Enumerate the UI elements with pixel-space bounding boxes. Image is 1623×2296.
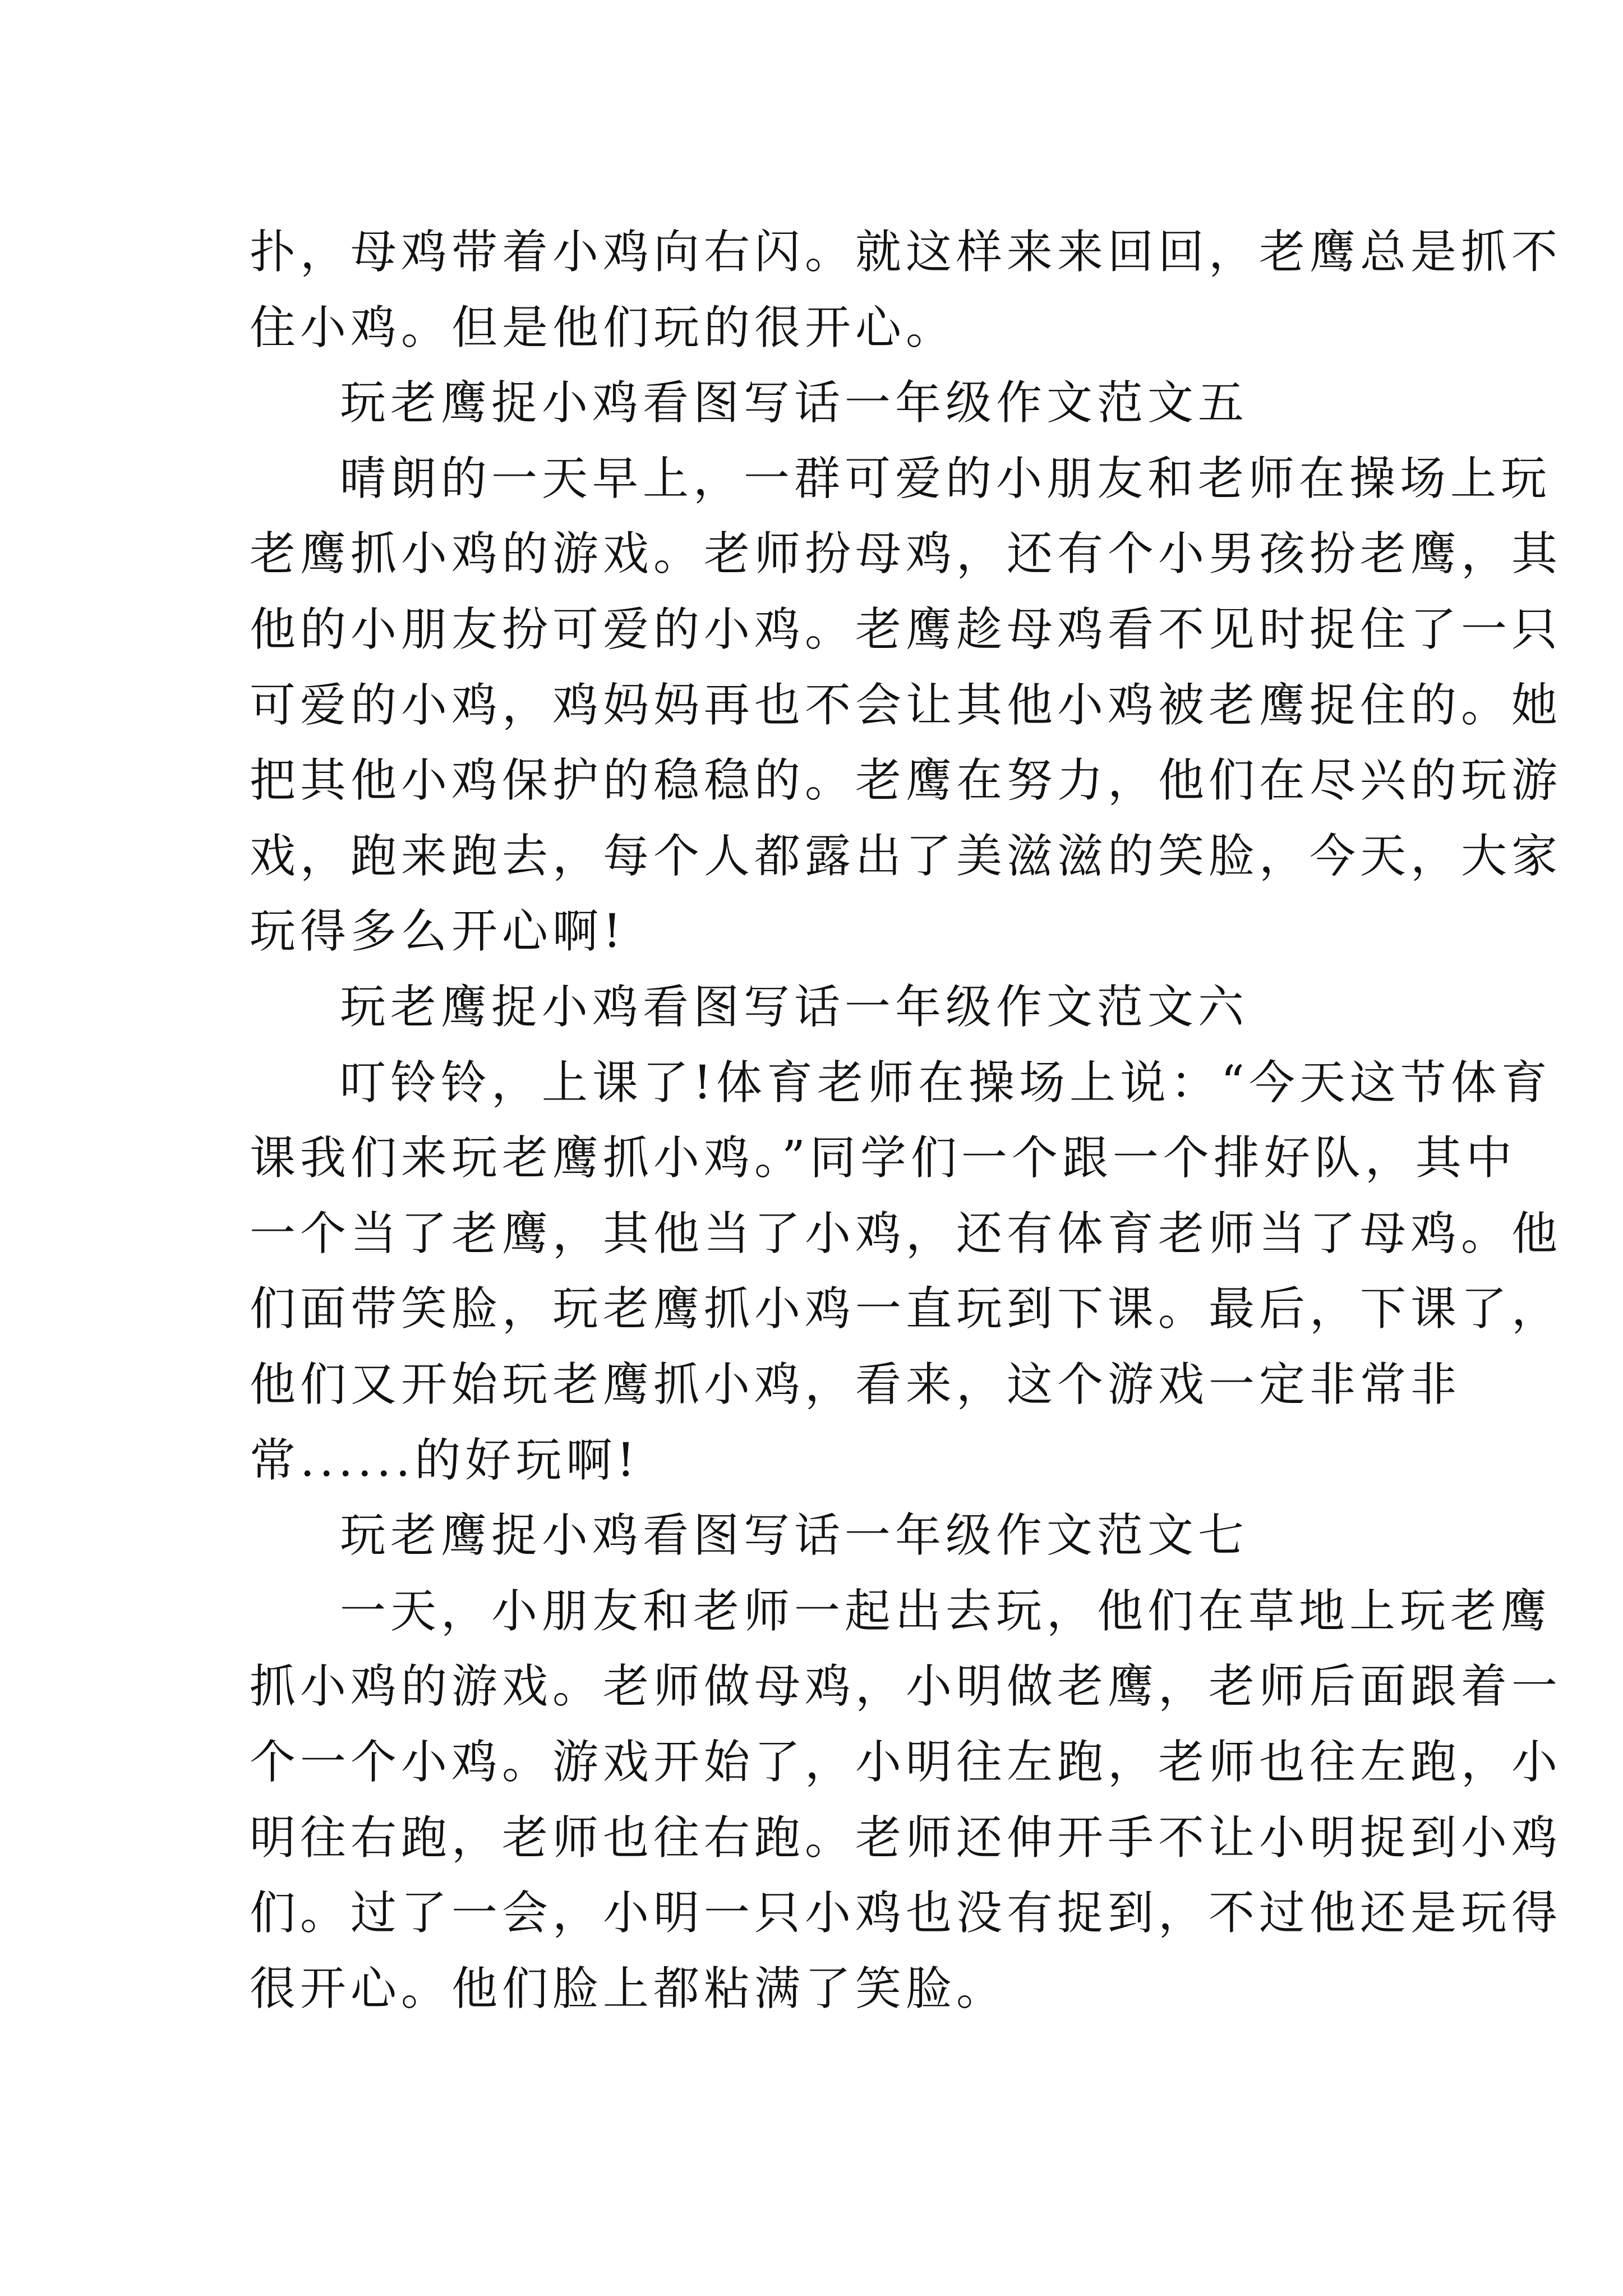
text-line: 他们又开始玩老鹰抓小鸡，看来，这个游戏一定非常非 <box>250 1358 1461 1411</box>
text-line: 明往右跑，老师也往右跑。老师还伸开手不让小明捉到小鸡 <box>250 1811 1562 1865</box>
section-heading: 玩老鹰捉小鸡看图写话一年级作文范文六 <box>340 981 1249 1034</box>
text-line: 他的小朋友扮可爱的小鸡。老鹰趁母鸡看不见时捉住了一只 <box>250 603 1562 656</box>
text-line: 们面带笑脸，玩老鹰抓小鸡一直玩到下课。最后，下课了， <box>250 1282 1562 1336</box>
text-line: 很开心。他们脸上都粘满了笑脸。 <box>250 1962 1007 2016</box>
text-line: 可爱的小鸡，鸡妈妈再也不会让其他小鸡被老鹰捉住的。她 <box>250 679 1562 732</box>
text-line: 常......的好玩啊! <box>250 1434 640 1487</box>
text-line: 课我们来玩老鹰抓小鸡。”同学们一个跟一个排好队，其中 <box>250 1131 1516 1185</box>
text-line: 戏，跑来跑去，每个人都露出了美滋滋的笑脸，今天，大家 <box>250 830 1562 883</box>
text-line: 玩得多么开心啊! <box>250 905 626 958</box>
text-line: 一天，小朋友和老师一起出去玩，他们在草地上玩老鹰 <box>340 1585 1552 1638</box>
text-line: 叮铃铃，上课了!体育老师在操场上说：“今天这节体育 <box>340 1056 1552 1110</box>
text-line: 个一个小鸡。游戏开始了，小明往左跑，老师也往左跑，小 <box>250 1736 1562 1789</box>
section-heading: 玩老鹰捉小鸡看图写话一年级作文范文五 <box>340 376 1249 430</box>
text-line: 扑，母鸡带着小鸡向右闪。就这样来来回回，老鹰总是抓不 <box>250 226 1562 279</box>
text-line: 老鹰抓小鸡的游戏。老师扮母鸡，还有个小男孩扮老鹰，其 <box>250 527 1562 581</box>
text-line: 晴朗的一天早上，一群可爱的小朋友和老师在操场上玩 <box>340 452 1552 505</box>
section-heading: 玩老鹰捉小鸡看图写话一年级作文范文七 <box>340 1509 1249 1562</box>
text-line: 住小鸡。但是他们玩的很开心。 <box>250 301 957 355</box>
text-line: 抓小鸡的游戏。老师做母鸡，小明做老鹰，老师后面跟着一 <box>250 1660 1562 1713</box>
text-line: 们。过了一会，小明一只小鸡也没有捉到，不过他还是玩得 <box>250 1887 1562 1940</box>
text-line: 把其他小鸡保护的稳稳的。老鹰在努力，他们在尽兴的玩游 <box>250 754 1562 807</box>
text-line: 一个当了老鹰，其他当了小鸡，还有体育老师当了母鸡。他 <box>250 1207 1562 1260</box>
